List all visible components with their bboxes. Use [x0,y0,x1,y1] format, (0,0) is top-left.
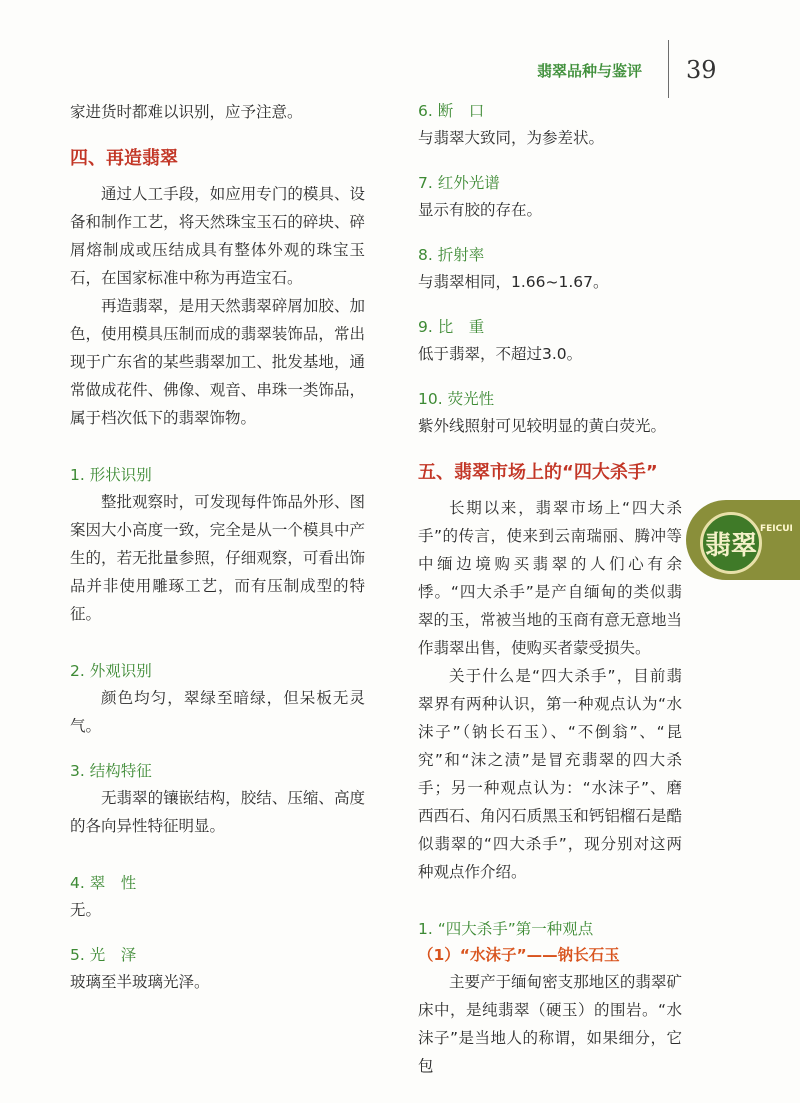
item-8-text: 与翡翠相同，1.66~1.67。 [418,273,609,291]
section-5-paragraph-1: 长期以来，翡翠市场上“四大杀手”的传言，使来到云南瑞丽、腾冲等中缅边境购买翡翠的人们心有余悸。“四大杀手”是产自缅甸的类似翡翠的玉，常被当地的玉商有意无意地当作翡翠出售，使购买者蒙受损失。 [418,499,682,657]
right-column [418,98,682,1080]
section-5-paragraph-2: 关于什么是“四大杀手”，目前翡翠界有两种认识，第一种观点认为“水沫子”（钠长石玉）、“不倒翁”、“昆究”和“沫之渍”是冒充翡翠的四大杀手；另一种观点认为：“水沫子”、磨西西石、角闪石质黑玉和钙铝榴石是酷似翡翠的“四大杀手”，现分别对这两种观点作介绍。 [418,667,682,881]
item-7-title: 7. 红外光谱 [418,174,500,192]
item-2-text: 颜色均匀，翠绿至暗绿，但呆板无灵气。 [70,689,365,735]
item-7-text: 显示有胶的存在。 [418,201,543,219]
item-5-title: 5. 光 泽 [70,946,137,964]
jade-logo-icon [700,512,762,574]
item-1-text: 整批观察时，可发现每件饰品外形、图案因大小高度一致，完全是从一个模具中产生的，若无批量参照，仔细观察，可看出饰品并非使用雕琢工艺，而有压制成型的特征。 [70,493,365,623]
item-5-text: 玻璃至半玻璃光泽。 [70,973,210,991]
item-9-text: 低于翡翠，不超过3.0。 [418,345,583,363]
feicui-logo-badge [686,500,800,580]
left-column [70,98,365,996]
section-4-paragraph-2: 再造翡翠，是用天然翡翠碎屑加胶、加色，使用模具压制而成的翡翠装饰品，常出现于广东省的某些翡翠加工、批发基地，通常做成花件、佛像、观音、串珠一类饰品，属于档次低下的翡翠饰物。 [70,297,365,427]
subsection-1a-paragraph: 主要产于缅甸密支那地区的翡翠矿床中，是纯翡翠（硬玉）的围岩。“水沫子”是当地人的称谓，如果细分，它包 [418,973,682,1075]
item-9-title: 9. 比 重 [418,318,485,336]
continued-paragraph: 家进货时都难以识别，应予注意。 [70,103,303,121]
header-divider [668,40,669,98]
section-4-paragraph-1: 通过人工手段，如应用专门的模具、设备和制作工艺，将天然珠宝玉石的碎块、碎屑熔制成或压结成具有整体外观的珠宝玉石，在国家标准中称为再造宝石。 [70,185,365,287]
item-4-title: 4. 翠 性 [70,874,137,892]
item-1-title: 1. 形状识别 [70,466,152,484]
item-10-title: 10. 荧光性 [418,390,495,408]
section-4-title: 四、再造翡翠 [70,148,178,169]
page-number: 39 [686,56,717,84]
section-5-title: 五、翡翠市场上的“四大杀手” [418,462,658,483]
item-2-title: 2. 外观识别 [70,662,152,680]
item-6-title: 6. 断 口 [418,102,485,120]
item-3-title: 3. 结构特征 [70,762,152,780]
header-title: 翡翠品种与鉴评 [536,62,642,80]
item-3-text: 无翡翠的镶嵌结构，胶结、压缩、高度的各向异性特征明显。 [70,789,365,835]
item-4-text: 无。 [70,901,102,919]
subsection-1a-title: （1）“水沫子”——钠长石玉 [418,946,620,964]
logo-glyph: 翡翠 [704,530,757,561]
logo-text: FEICUI [760,524,793,534]
item-10-text: 紫外线照射可见较明显的黄白荧光。 [418,417,667,435]
item-8-title: 8. 折射率 [418,246,485,264]
item-6-text: 与翡翠大致同，为参差状。 [418,129,605,147]
subsection-1-title: 1. “四大杀手”第一种观点 [418,920,594,938]
